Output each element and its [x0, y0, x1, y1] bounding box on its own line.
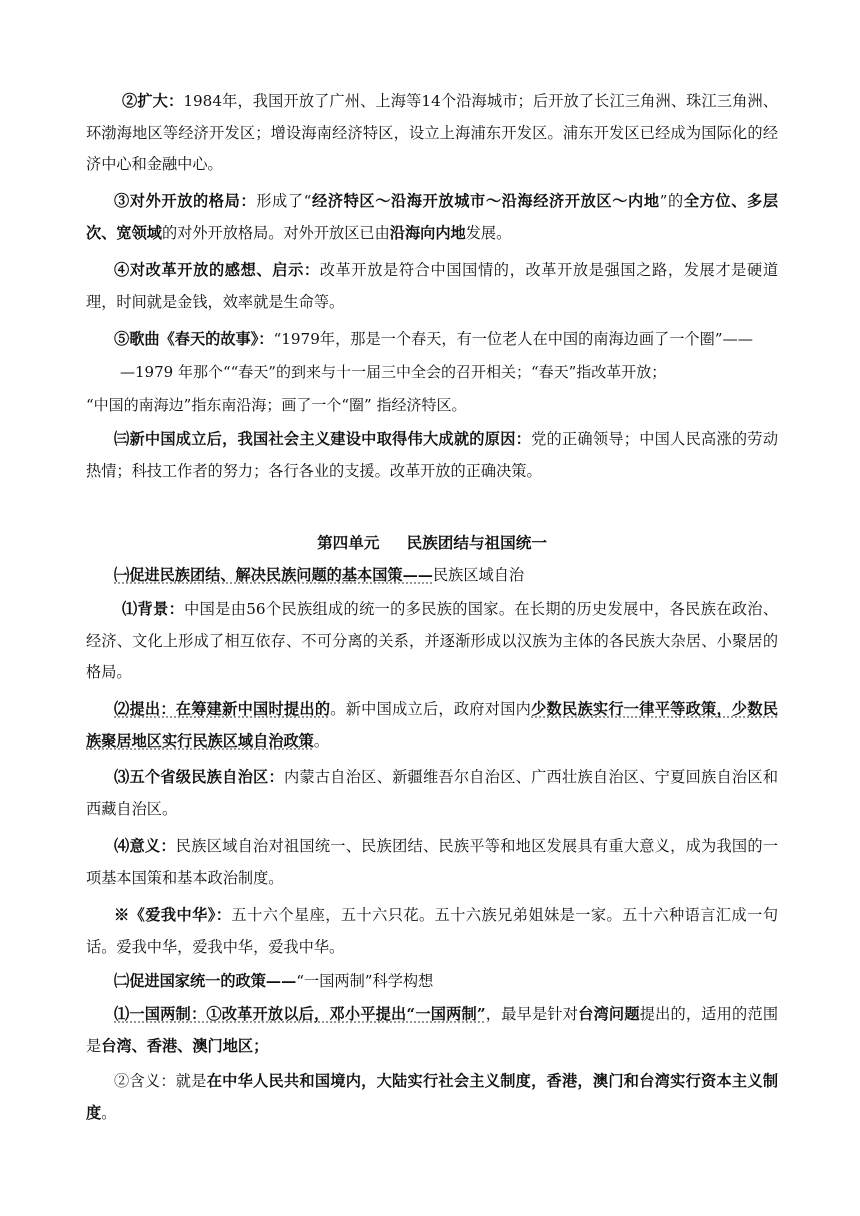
text-segment: 发展。 [465, 223, 512, 242]
text-segment: ，最早是针对 [485, 1005, 579, 1023]
text-achievement-reasons: 党的正确领导；中国人民高涨的劳动热情；科技工作者的努力；各行各业的支援。改革开放的正确决策。 [86, 430, 779, 480]
section-ethnic-policy [86, 560, 778, 592]
text-segment: 。 [101, 1103, 117, 1122]
paragraph-meaning [86, 1066, 778, 1129]
text-segment: 提出的，适用的范围是 [86, 1005, 779, 1055]
text-segment: 。 [313, 731, 329, 750]
text-song-spring: “1979年，那是一个春天，有一位老人在中国的南海边画了一个圈”—— [273, 330, 753, 348]
text-segment: 形成了“ [256, 192, 312, 210]
paragraph-five-regions [86, 762, 778, 825]
paragraph-expansion [86, 86, 778, 181]
song-spring-line-3: “中国的南海边”指东南沿海；画了一个“圈” 指经济特区。 [86, 396, 467, 414]
paragraph-reform-reflection [86, 255, 778, 318]
paragraph-song-love-china [86, 900, 778, 963]
paragraph-significance [86, 831, 778, 894]
song-spring-line-2: —1979 年那个““春天”的到来与十一届三中全会的召开相关；“春天”指改革开放； [120, 363, 667, 381]
label-ethnic-policy: ㈠促进民族团结、解决民族问题的基本国策—— [114, 566, 433, 584]
label-proposal: ⑵提出：在筹建新中国时提出的 [114, 700, 331, 718]
label-achievement-reasons: ㈢新中国成立后，我国社会主义建设中取得伟大成就的原因： [114, 430, 532, 448]
paragraph-proposal [86, 694, 778, 757]
text-ethnic-policy: 民族区域自治 [432, 566, 525, 584]
label-significance: ⑷意义： [114, 837, 176, 855]
label-expansion: ②扩大： [122, 92, 184, 110]
label-opening-pattern: ③对外开放的格局： [114, 192, 257, 210]
bold-meaning: 在中华人民共和国境内，大陆实行社会主义制度，香港，澳门和台湾实行资本主义制度 [86, 1072, 779, 1122]
bold-segment: 台湾问题 [578, 1005, 640, 1023]
label-background: ⑴背景： [122, 600, 185, 618]
paragraph-one-country-two-systems [86, 999, 778, 1062]
bold-segment: 经济特区～沿海开放城市～沿海经济开放区～内地 [311, 192, 660, 210]
bold-proposal: 少数民族实行一律平等政策，少数民族聚居地区实行民族区域自治政策 [86, 700, 779, 750]
text-segment: 的对外开放格局。对外开放区已由 [161, 223, 390, 242]
text-reform-reflection: 改革开放是符合中国国情的，改革开放是强国之路，发展才是硬道理，时间就是金钱，效率就是生命等。 [86, 261, 779, 311]
label-one-country-two-systems: ⑴一国两制：①改革开放以后，邓小平提出“一国两制” [114, 1005, 486, 1023]
unit-title: 第四单元 民族团结与祖国统一 [317, 533, 547, 552]
bold-segment: 台湾、香港、澳门地区； [101, 1036, 269, 1055]
label-reform-reflection: ④对改革开放的感想、启示： [114, 261, 320, 279]
bold-segment: 沿海向内地 [389, 223, 466, 242]
text-segment: ”的 [659, 192, 684, 210]
paragraph-achievement-reasons [86, 424, 778, 487]
text-background: 中国是由56个民族组成的统一的多民族的国家。在长期的历史发展中，各民族在政治、经济、文化上形成了相互依存、不可分离的关系，并逐渐形成以汉族为主体的各民族大杂居、小聚居的格局。 [86, 600, 779, 681]
text-meaning-label: ②含义：就是 [114, 1072, 207, 1090]
label-unification-policy: ㈡促进国家统一的政策—— [114, 972, 297, 990]
bold-segment: 全方位、多层次、宽领域 [86, 192, 779, 242]
paragraph-background [86, 594, 778, 689]
text-unification-policy: “一国两制”科学构想 [296, 972, 434, 990]
text-five-regions: 内蒙古自治区、新疆维吾尔自治区、广西壮族自治区、宁夏回族自治区和西藏自治区。 [86, 768, 779, 818]
paragraph-opening-pattern [86, 186, 778, 249]
paragraph-song-spring [86, 324, 778, 356]
text-significance: 民族区域自治对祖国统一、民族团结、民族平等和地区发展具有重大意义，成为我国的一项基本国策和基本政治制度。 [86, 837, 779, 887]
text-song-love-china: 五十六个星座，五十六只花。五十六族兄弟姐妹是一家。五十六种语言汇成一句话。爱我中华，爱我中华，爱我中华。 [86, 906, 779, 956]
text-proposal: 。新中国成立后，政府对国内 [330, 700, 532, 718]
label-song-love-china: ※《爱我中华》： [114, 906, 232, 924]
section-unification-policy [86, 966, 778, 998]
text-expansion: 1984年，我国开放了广州、上海等14个沿海城市；后开放了长江三角洲、珠江三角洲、环渤海地区等经济开发区；增设海南经济特区，设立上海浦东开发区。浦东开发区已经成为国际化的经济中心和金融中心。 [86, 92, 778, 173]
label-song-spring: ⑤歌曲《春天的故事》： [114, 330, 274, 348]
label-five-regions: ⑶五个省级民族自治区： [114, 768, 284, 786]
